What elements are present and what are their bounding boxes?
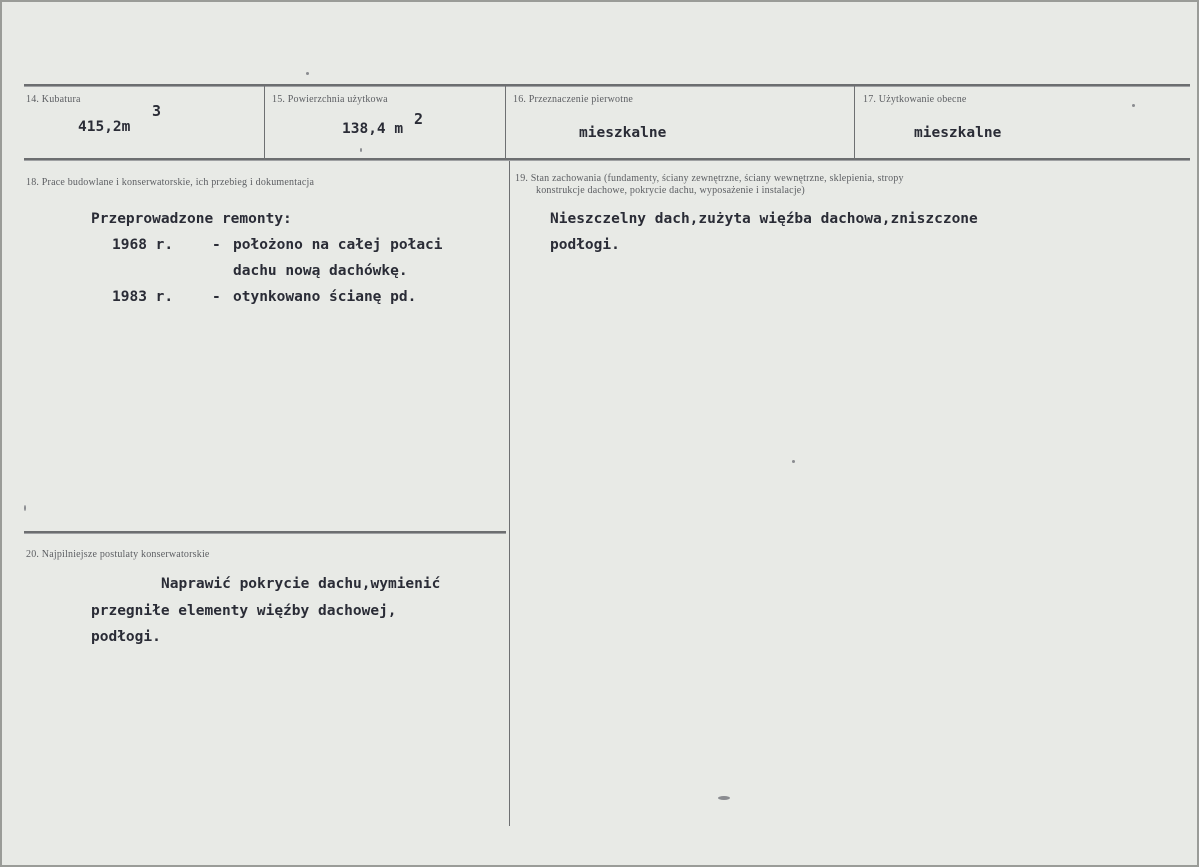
field-18-entry-2-text: dachu nową dachówkę.: [233, 263, 408, 279]
field-14-value: 415,2m: [78, 119, 131, 135]
field-20-text-line2: przegniłe elementy więźby dachowej,: [91, 603, 397, 619]
divider-14-15: [264, 86, 265, 160]
field-20-label: 20. Najpilniejsze postulaty konserwatorskie: [26, 549, 210, 560]
field-19-label-line2: konstrukcje dachowe, pokrycie dachu, wyposażenie i instalacje): [536, 185, 805, 196]
paper-speck: [792, 460, 795, 463]
field-17-value: mieszkalne: [914, 125, 1002, 141]
field-18-label: 18. Prace budowlane i konserwatorskie, ich przebieg i dokumentacja: [26, 177, 315, 188]
field-17-label: 17. Użytkowanie obecne: [863, 94, 967, 105]
paper-speck: [306, 72, 309, 75]
field-18-entry-3-text: otynkowano ścianę pd.: [233, 289, 417, 305]
section-20-rule: [24, 531, 506, 534]
field-15-superscript: 2: [414, 110, 424, 128]
paper-speck: [718, 796, 730, 800]
field-16-label: 16. Przeznaczenie pierwotne: [513, 94, 634, 105]
divider-18-19: [509, 161, 510, 826]
top-rule: [24, 84, 1190, 87]
field-15-value: 138,4 m: [342, 121, 404, 137]
paper-speck: [1132, 104, 1135, 107]
field-19-label-line1: 19. Stan zachowania (fundamenty, ściany zewnętrzne, ściany wewnętrzne, sklepienia, stropy: [515, 173, 904, 184]
field-20-text-line1: Naprawić pokrycie dachu,wymienić: [161, 576, 441, 592]
divider-16-17: [854, 86, 855, 160]
field-18-entry-1-dash: -: [212, 237, 221, 253]
row-divider-rule: [24, 158, 1190, 161]
field-18-entry-1-year: 1968 r.: [112, 237, 174, 253]
field-18-heading: Przeprowadzone remonty:: [91, 211, 292, 227]
field-16-value: mieszkalne: [579, 125, 667, 141]
paper-speck: [360, 148, 362, 152]
divider-15-16: [505, 86, 506, 160]
field-18-entry-3-year: 1983 r.: [112, 289, 174, 305]
field-18-entry-1-text: położono na całej połaci: [233, 237, 443, 253]
field-14-superscript: 3: [152, 102, 162, 120]
paper-speck: [24, 505, 26, 511]
field-15-label: 15. Powierzchnia użytkowa: [272, 94, 388, 105]
field-18-entry-3-dash: -: [212, 289, 221, 305]
field-20-text-line3: podłogi.: [91, 629, 161, 645]
field-19-text-line1: Nieszczelny dach,zużyta więźba dachowa,zniszczone: [550, 211, 978, 227]
field-19-text-line2: podłogi.: [550, 237, 620, 253]
field-14-label: 14. Kubatura: [26, 94, 81, 105]
